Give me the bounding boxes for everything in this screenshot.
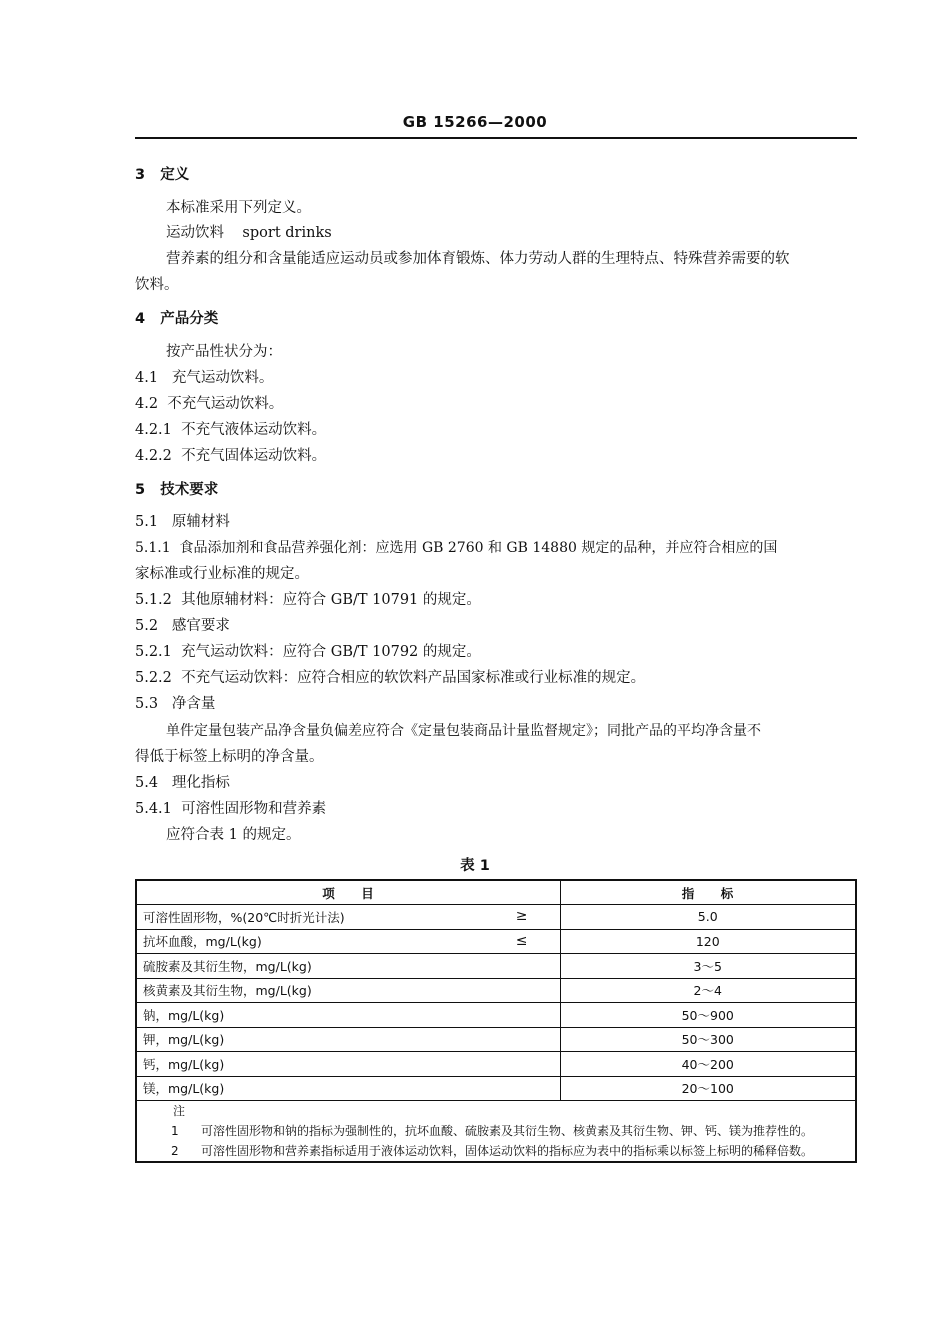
table-caption: 表 1 <box>460 858 490 874</box>
clause-5-4 <box>135 774 230 792</box>
paragraph: 按产品性状分为： <box>166 344 282 360</box>
table-row <box>136 1027 856 1052</box>
section-title: 产品分类 <box>160 311 219 327</box>
item-label: 钙，mg/L(kg) <box>143 1056 225 1072</box>
paragraph: 营养素的组分和含量能适应运动员或参加体育锻炼、体力劳动人群的生理特点、特殊营养需要的软 <box>166 251 790 267</box>
clause-number: 5.4.1 <box>135 801 172 817</box>
clause-5-2-2 <box>135 669 645 687</box>
row-value: 50～300 <box>560 1027 856 1052</box>
item-label: 抗坏血酸，mg/L(kg) <box>143 934 262 950</box>
clause-4-1 <box>135 369 273 387</box>
clause-text: 不充气运动饮料：应符合相应的软饮料产品国家标准或行业标准的规定。 <box>181 670 646 686</box>
clause-number: 5.2.2 <box>135 670 172 686</box>
row-item <box>136 1003 560 1028</box>
section-number: 4 <box>135 311 146 327</box>
clause-number: 5.2.1 <box>135 644 172 660</box>
section-5-heading <box>135 481 218 499</box>
clause-text: 充气运动饮料。 <box>171 370 274 386</box>
section-number: 5 <box>135 482 146 498</box>
table-notes-row <box>136 1101 856 1163</box>
note-title: 注 <box>173 1104 186 1118</box>
table-row <box>136 954 856 979</box>
clause-text: 其他原辅材料：应符合 GB/T 10791 的规定。 <box>181 592 481 608</box>
table-row <box>136 978 856 1003</box>
clause-number: 4.2 <box>135 396 159 412</box>
table-row <box>136 929 856 954</box>
row-value: 3～5 <box>560 954 856 979</box>
term-definition: 运动饮料 sport drinks <box>166 225 332 241</box>
clause-text: 食品添加剂和食品营养强化剂：应选用 GB 2760 和 GB 14880 规定的品种，并应符合相应的国 <box>179 540 778 556</box>
clause-text: 不充气液体运动饮料。 <box>181 422 327 438</box>
row-value: 50～900 <box>560 1003 856 1028</box>
item-label: 核黄素及其衍生物，mg/L(kg) <box>143 983 312 999</box>
clause-text: 净含量 <box>171 696 216 712</box>
section-title: 技术要求 <box>160 482 219 498</box>
row-value: 40～200 <box>560 1052 856 1077</box>
row-item <box>136 954 560 979</box>
row-value: 120 <box>560 929 856 954</box>
clause-4-2-2 <box>135 447 326 465</box>
section-number: 3 <box>135 167 146 183</box>
clause-text: 感官要求 <box>171 618 230 634</box>
clause-number: 5.4 <box>135 775 159 791</box>
note-number: 2 <box>171 1144 179 1158</box>
comparison-symbol: ≥ <box>515 908 528 924</box>
clause-4-2-1 <box>135 421 326 439</box>
clause-5-1-1 <box>135 539 777 557</box>
paragraph: 本标准采用下列定义。 <box>166 200 311 216</box>
section-title: 定义 <box>160 167 190 183</box>
section-3-heading <box>135 166 189 184</box>
table-row <box>136 1003 856 1028</box>
note-item <box>143 1121 849 1141</box>
clause-text: 不充气固体运动饮料。 <box>181 448 327 464</box>
clause-5-4-1 <box>135 800 326 818</box>
comparison-symbol: ≤ <box>515 932 528 949</box>
row-value: 2～4 <box>560 978 856 1003</box>
row-item <box>136 1076 560 1101</box>
clause-number: 5.1.2 <box>135 592 172 608</box>
paragraph: 单件定量包装产品净含量负偏差应符合《定量包装商品计量监督规定》；同批产品的平均净含量不 <box>166 723 761 739</box>
clause-text: 理化指标 <box>171 775 230 791</box>
paragraph-continuation: 饮料。 <box>135 277 179 293</box>
clause-number: 5.3 <box>135 696 159 712</box>
row-value: 5.0 <box>560 905 856 930</box>
clause-5-1 <box>135 513 230 531</box>
clause-5-3 <box>135 695 215 713</box>
row-item <box>136 978 560 1003</box>
table-1 <box>135 879 857 1163</box>
clause-text: 充气运动饮料：应符合 GB/T 10792 的规定。 <box>181 644 481 660</box>
clause-5-2-1 <box>135 643 481 661</box>
row-item <box>136 929 560 954</box>
clause-text: 不充气运动饮料。 <box>167 396 284 412</box>
clause-5-2 <box>135 617 230 635</box>
column-header-value: 指 标 <box>560 880 856 905</box>
clause-5-1-2 <box>135 591 481 609</box>
note-text: 可溶性固形物和钠的指标为强制性的，抗坏血酸、硫胺素及其衍生物、核黄素及其衍生物、钾、钙、镁为推荐性的。 <box>201 1124 814 1138</box>
table-row <box>136 1052 856 1077</box>
clause-text: 原辅材料 <box>171 514 230 530</box>
note-number: 1 <box>171 1124 179 1138</box>
item-label: 钠，mg/L(kg) <box>143 1007 225 1023</box>
row-item <box>136 1052 560 1077</box>
clause-text: 可溶性固形物和营养素 <box>181 801 327 817</box>
clause-number: 4.2.1 <box>135 422 172 438</box>
clause-number: 5.2 <box>135 618 159 634</box>
note-item <box>143 1141 849 1161</box>
item-label: 镁，mg/L(kg) <box>143 1081 225 1097</box>
row-item <box>136 905 560 930</box>
table-notes <box>136 1101 856 1163</box>
note-text: 可溶性固形物和营养素指标适用于液体运动饮料，固体运动饮料的指标应为表中的指标乘以标签上标明的稀释倍数。 <box>201 1144 814 1158</box>
section-4-heading <box>135 310 218 328</box>
item-label: 可溶性固形物，%(20℃时折光计法) <box>143 909 345 925</box>
document-header: GB 15266—2000 <box>402 113 548 131</box>
row-item <box>136 1027 560 1052</box>
clause-4-2 <box>135 395 283 413</box>
clause-number: 4.1 <box>135 370 159 386</box>
item-label: 硫胺素及其衍生物，mg/L(kg) <box>143 958 312 974</box>
clause-number: 4.2.2 <box>135 448 172 464</box>
table-row <box>136 1076 856 1101</box>
table-header-row <box>136 880 856 905</box>
clause-continuation: 家标准或行业标准的规定。 <box>135 566 309 582</box>
paragraph: 应符合表 1 的规定。 <box>166 827 301 843</box>
column-header-item: 项 目 <box>136 880 560 905</box>
item-label: 钾，mg/L(kg) <box>143 1032 225 1048</box>
table-row <box>136 905 856 930</box>
paragraph-continuation: 得低于标签上标明的净含量。 <box>135 749 324 765</box>
row-value: 20～100 <box>560 1076 856 1101</box>
clause-number: 5.1 <box>135 514 159 530</box>
clause-number: 5.1.1 <box>135 540 171 556</box>
header-rule <box>135 137 857 139</box>
